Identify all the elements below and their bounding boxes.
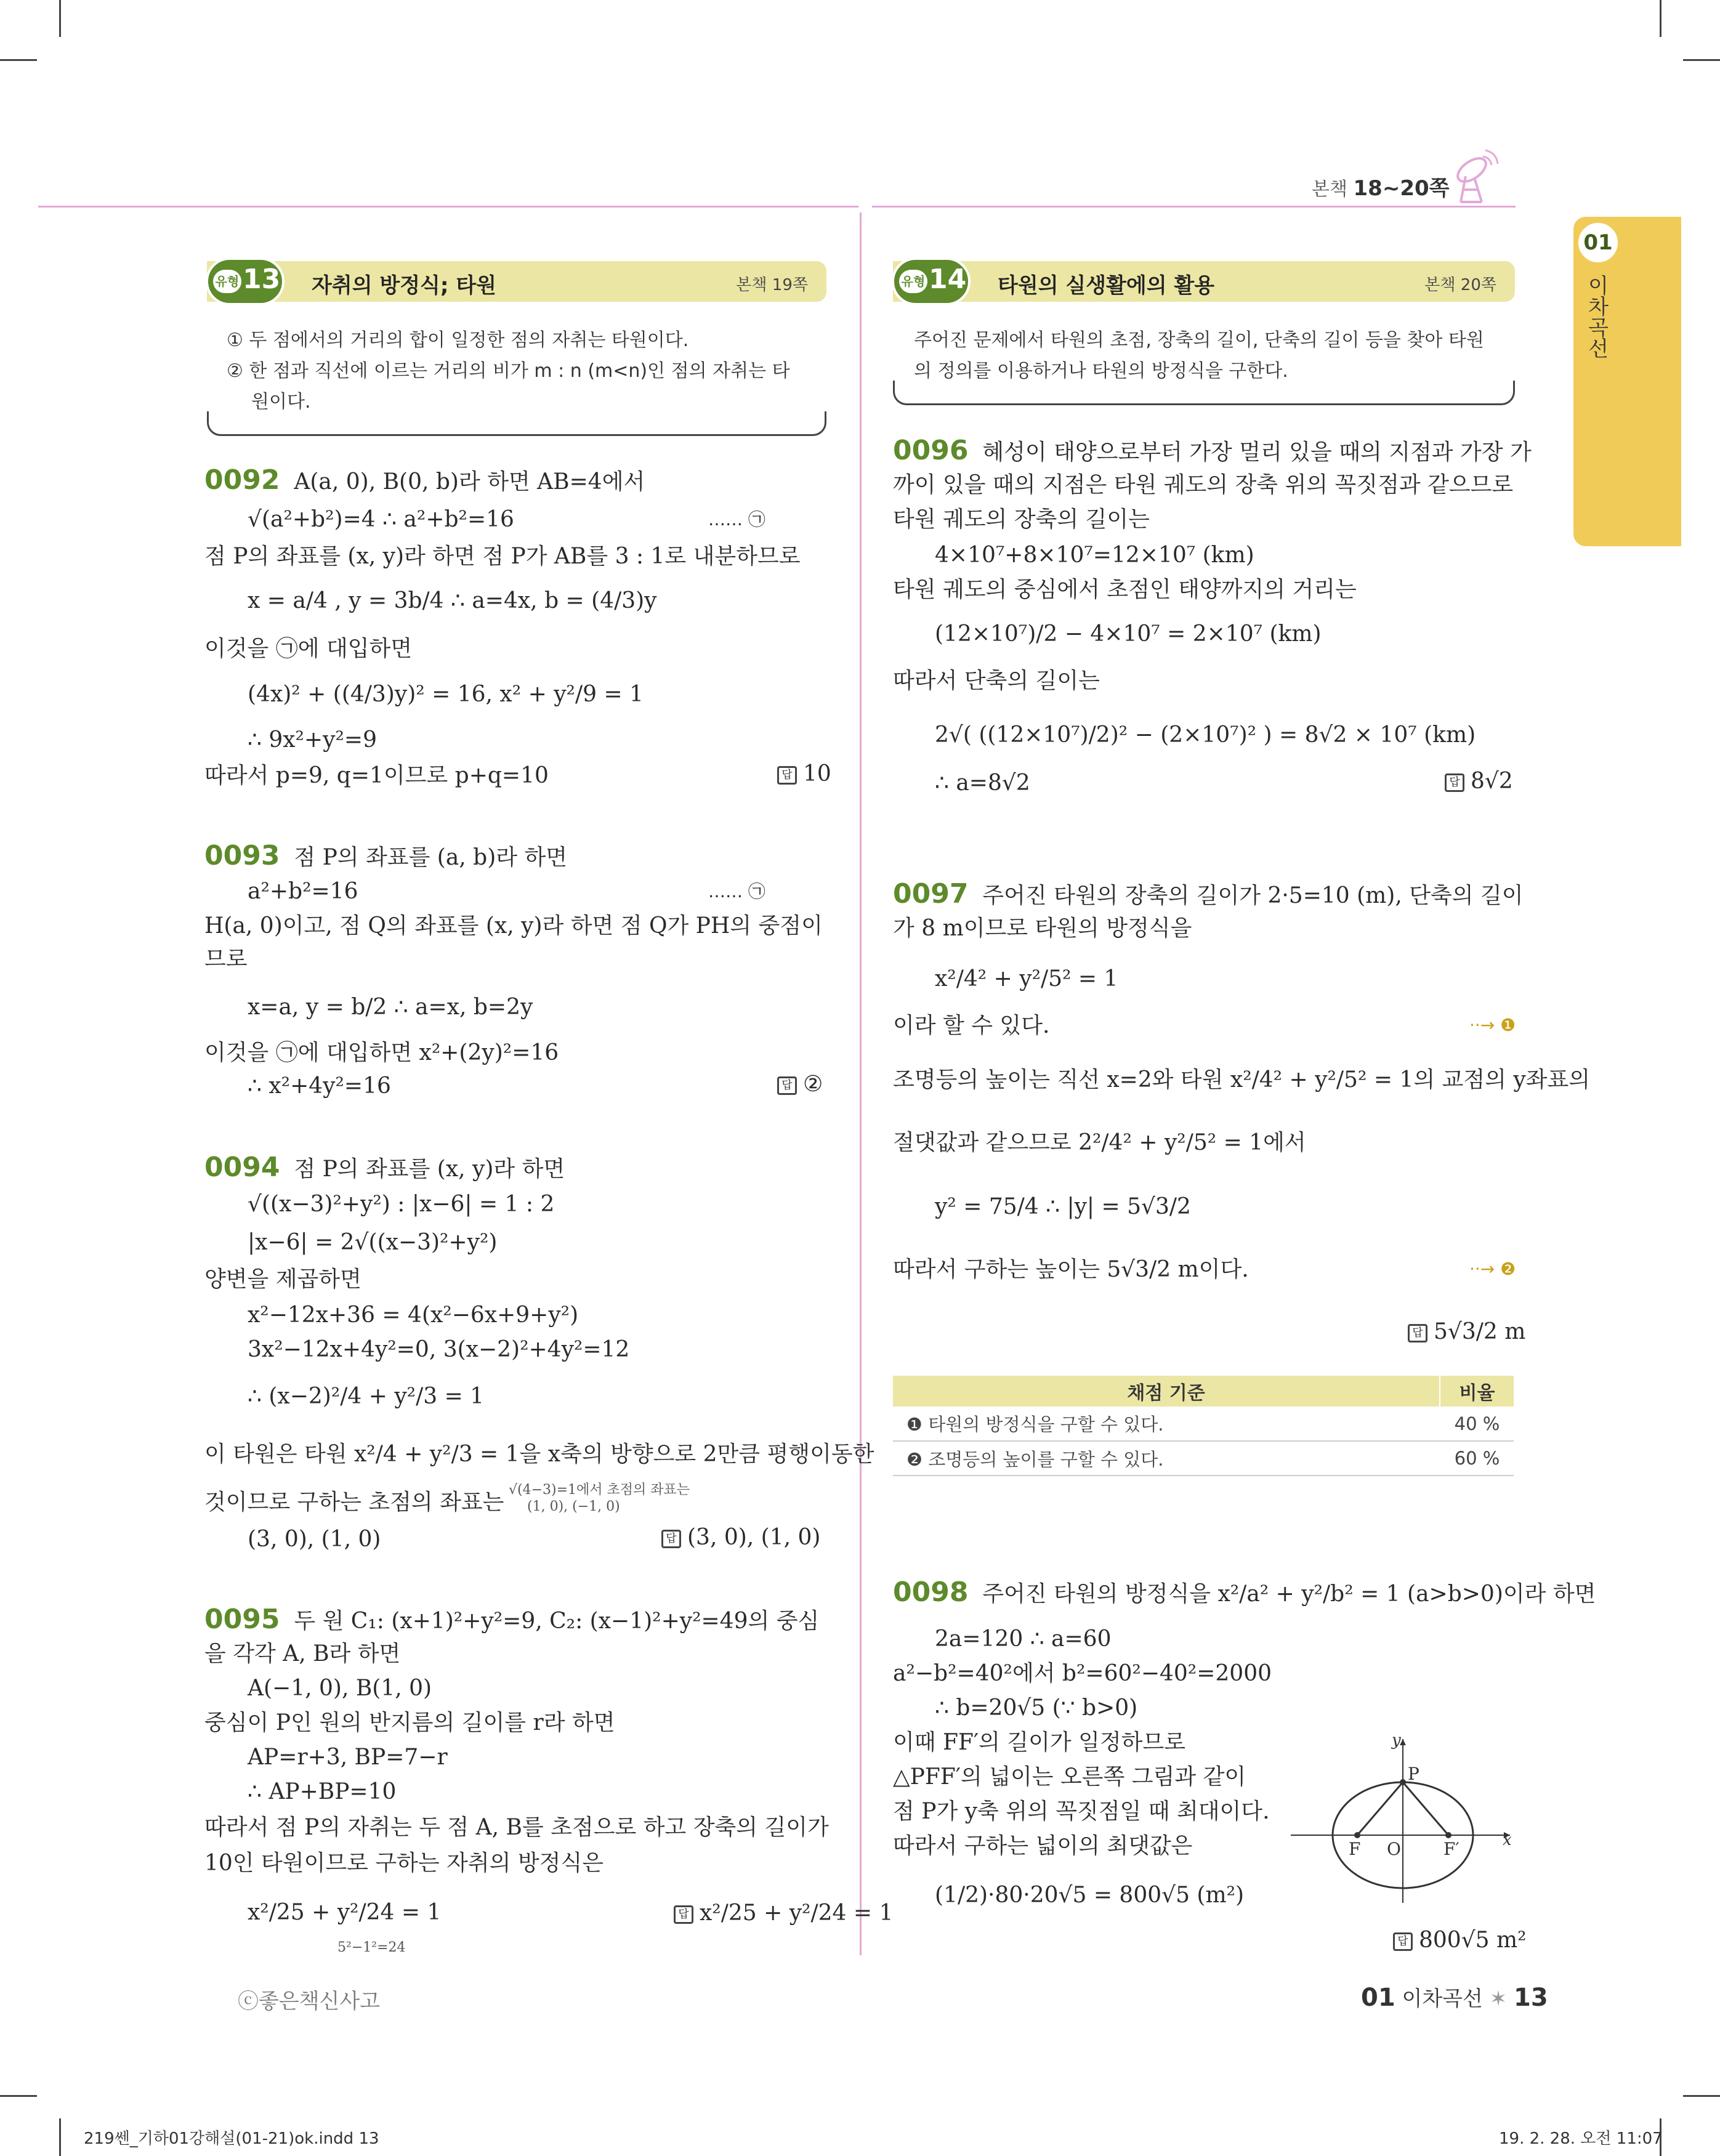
step-marker: ··→ ❷ <box>1469 1259 1516 1279</box>
figure-label-o: O <box>1387 1839 1401 1859</box>
answer-0098: 답 800√5 m² <box>1393 1928 1527 1953</box>
satellite-dish-icon <box>1447 145 1503 207</box>
table-row: ❶ 타원의 방정식을 구할 수 있다. 40 % <box>893 1407 1514 1441</box>
figure-label-x: x <box>1503 1831 1512 1849</box>
crop-mark <box>1660 0 1661 37</box>
header-page-ref: 본책 18~20쪽 <box>1312 176 1450 201</box>
answer-0094: 답 (3, 0), (1, 0) <box>661 1525 820 1550</box>
print-slug-file: 219쎈_기하01강해설(01-21)ok.indd 13 <box>84 2130 379 2148</box>
ellipse-figure <box>1287 1730 1521 1909</box>
side-note: (1, 0), (−1, 0) <box>527 1499 620 1514</box>
header-rule <box>38 206 858 208</box>
print-slug-date: 19. 2. 28. 오전 11:07 <box>1499 2130 1663 2148</box>
table-header: 채점 기준 <box>893 1376 1440 1407</box>
problem-0092: 0092 A(a, 0), B(0, b)라 하면 AB=4에서 <box>204 464 645 496</box>
page-footer: 01 이차곡선 ✶ 13 <box>1361 1984 1548 2012</box>
chapter-side-tab <box>1573 217 1681 546</box>
answer-0096: 답 8√2 <box>1445 769 1513 794</box>
figure-label-f: F <box>1349 1839 1361 1859</box>
equation-mark: …… ㉠ <box>708 881 765 902</box>
answer-0095: 답 x²/25 + y²/24 = 1 <box>674 1900 893 1926</box>
type-ref: 본책 20쪽 <box>1424 276 1496 294</box>
figure-label-y: y <box>1392 1731 1401 1750</box>
type-title: 타원의 실생활에의 활용 <box>998 273 1215 298</box>
publisher-credit: ⓒ좋은책신사고 <box>238 1989 381 2014</box>
problem-0094: 0094 점 P의 좌표를 (x, y)라 하면 <box>204 1152 565 1183</box>
figure-label-f-prime: F′ <box>1443 1839 1460 1859</box>
answer-0092: 답 10 <box>777 761 831 786</box>
equation-mark: …… ㉠ <box>708 509 765 530</box>
chapter-title: 이차곡선 <box>1584 275 1609 358</box>
figure-label-p: P <box>1408 1764 1419 1784</box>
crop-mark <box>1683 2095 1720 2097</box>
problem-0096: 0096 혜성이 태양으로부터 가장 멀리 있을 때의 지점과 가장 가 <box>893 435 1532 466</box>
problem-0098: 0098 주어진 타원의 방정식을 x²/a² + y²/b² = 1 (a>b>0)이라 하면 <box>893 1577 1596 1608</box>
type-13-summary: ① 두 점에서의 거리의 합이 일정한 점의 자취는 타원이다. ② 한 점과 직선에 이르는 거리의 비가 m : n (m<n)인 점의 자취는 타 원이다. <box>227 329 790 413</box>
crop-mark <box>0 2095 37 2097</box>
type-badge: 유형 14 <box>892 257 971 305</box>
summary-bracket <box>893 381 1515 405</box>
crop-mark <box>59 2118 61 2156</box>
crop-mark <box>0 59 37 61</box>
table-header: 비율 <box>1440 1376 1514 1407</box>
column-divider <box>860 212 862 1955</box>
type-badge: 유형 13 <box>206 257 285 305</box>
type-14-summary: 주어진 문제에서 타원의 초점, 장축의 길이, 단축의 길이 등을 찾아 타원 의 정의를 이용하거나 타원의 방정식을 구한다. <box>914 329 1484 382</box>
type-ref: 본책 19쪽 <box>736 276 808 294</box>
scoring-table <box>893 1376 1514 1476</box>
crop-mark <box>59 0 61 37</box>
answer-0097: 답 5√3/2 m <box>1408 1319 1525 1344</box>
type-title: 자취의 방정식; 타원 <box>312 273 497 298</box>
type-13-header <box>207 261 826 302</box>
side-note: √(4−3)=1에서 초점의 좌표는 <box>509 1482 690 1498</box>
side-note: 5²−1²=24 <box>337 1940 406 1955</box>
answer-0093: 답 ② <box>777 1072 823 1097</box>
step-marker: ··→ ❶ <box>1469 1015 1516 1035</box>
crop-mark <box>1683 59 1720 61</box>
problem-0095: 0095 두 원 C₁: (x+1)²+y²=9, C₂: (x−1)²+y²=49의 중심 <box>204 1604 820 1635</box>
problem-0097: 0097 주어진 타원의 장축의 길이가 2·5=10 (m), 단축의 길이 <box>893 878 1524 910</box>
type-14-header <box>893 261 1515 302</box>
problem-0093: 0093 점 P의 좌표를 (a, b)라 하면 <box>204 840 568 871</box>
summary-bracket <box>207 411 826 436</box>
chapter-number: 01 <box>1575 219 1621 266</box>
header-rule <box>872 206 1516 208</box>
table-row: ❷ 조명등의 높이를 구할 수 있다. 60 % <box>893 1441 1514 1476</box>
